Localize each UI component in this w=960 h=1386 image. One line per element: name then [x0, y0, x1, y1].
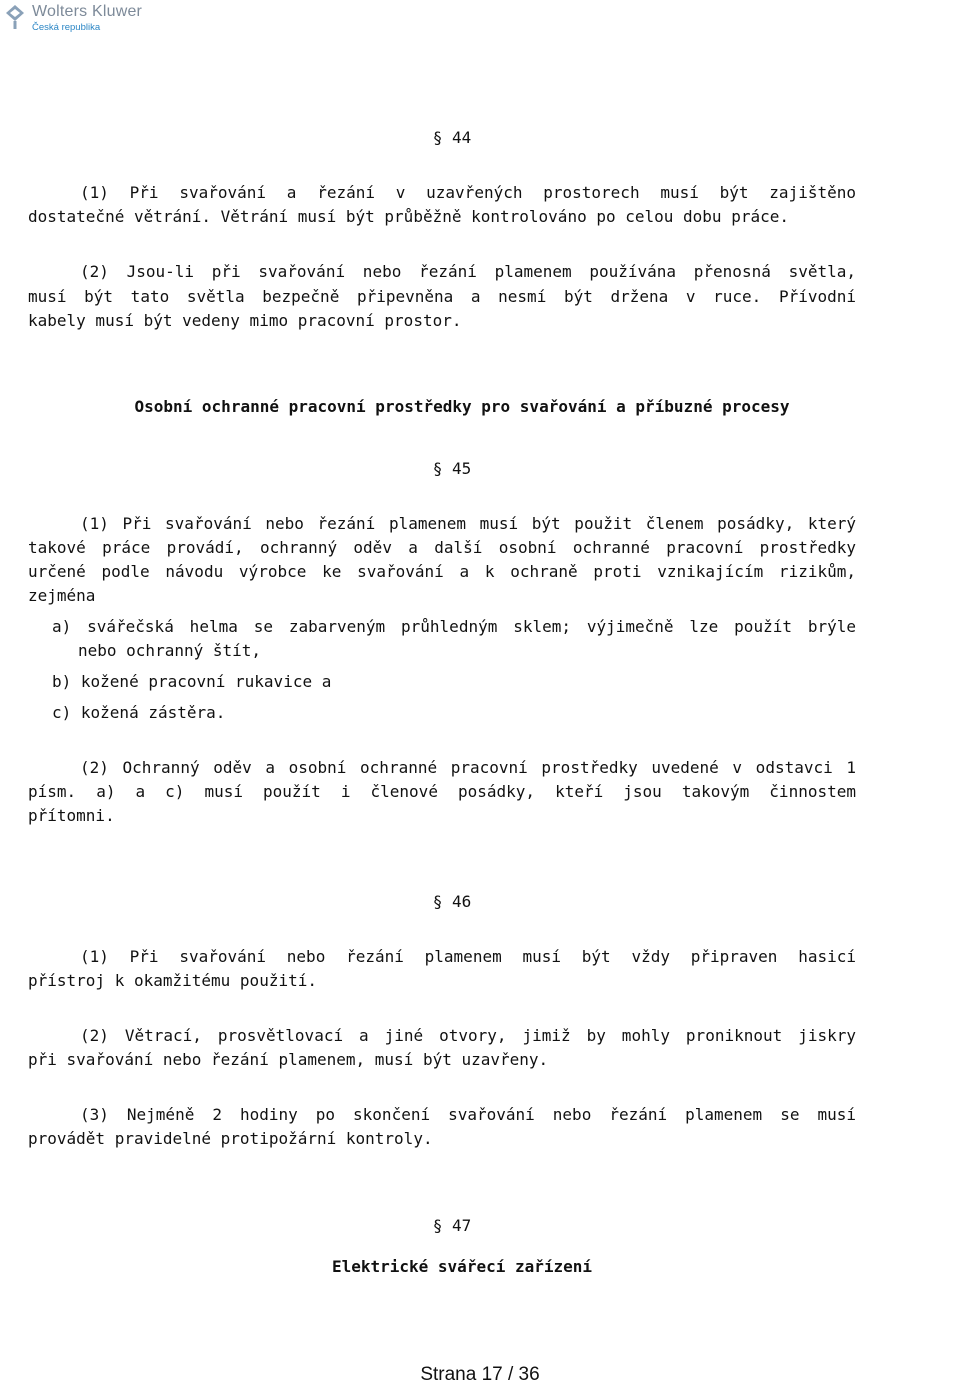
s45-p1-line4: zejména: [28, 586, 96, 605]
logo-subtitle: Česká republika: [32, 22, 101, 33]
s45-p2-line1: (2) Ochranný oděv a osobní ochranné pracovní prostředky uvedené v odstavci 1: [80, 758, 856, 777]
s45-item-a-line2: nebo ochranný štít,: [78, 641, 262, 660]
section-44-heading: § 44: [432, 128, 472, 147]
s45-p2-line2: písm. a) a c) musí použít i členové posádky, kteří jsou takovým činnostem: [28, 782, 856, 801]
s45-p1-line2: takové práce provádí, ochranný oděv a další osobní ochranné pracovní prostředky: [28, 538, 856, 557]
section-47-heading: § 47: [432, 1216, 472, 1235]
s45-item-c: c) kožená zástěra.: [52, 703, 226, 722]
s45-p2-line3: přítomni.: [28, 806, 115, 825]
s45-p1-line3: určené podle návodu výrobce ke svařování a k ochraně proti vznikajícím rizikům,: [28, 562, 856, 581]
s46-p3-line1: (3) Nejméně 2 hodiny po skončení svařování nebo řezání plamenem se musí: [80, 1105, 856, 1124]
s46-p2-line2: při svařování nebo řezání plamenem, musí být uzavřeny.: [28, 1050, 549, 1069]
s44-p2-line3: kabely musí být vedeny mimo pracovní prostor.: [28, 311, 462, 330]
s46-p1-line2: přístroj k okamžitému použití.: [28, 971, 317, 990]
s46-p1-line1: (1) Při svařování nebo řezání plamenem musí být vždy připraven hasicí: [80, 947, 856, 966]
publisher-logo: [4, 3, 142, 33]
section-47-title: Elektrické svářecí zařízení: [331, 1257, 593, 1276]
s44-p2-line1: (2) Jsou-li při svařování nebo řezání plamenem používána přenosná světla,: [80, 262, 856, 281]
tulip-logo-icon: [4, 3, 26, 31]
s45-p1-line1: (1) Při svařování nebo řezání plamenem musí být použit členem posádky, který: [80, 514, 856, 533]
s44-p1-line1: (1) Při svařování a řezání v uzavřených prostorech musí být zajištěno: [80, 183, 856, 202]
s46-p3-line2: provádět pravidelné protipožární kontroly.: [28, 1129, 433, 1148]
page-number: Strana 17 / 36: [420, 1364, 540, 1385]
s45-item-a-line1: a) svářečská helma se zabarveným průhledným sklem; výjimečně lze použít brýle: [52, 617, 856, 636]
s46-p2-line1: (2) Větrací, prosvětlovací a jiné otvory, jimiž by mohly proniknout jiskry: [80, 1026, 856, 1045]
section-46-heading: § 46: [432, 892, 472, 911]
s44-p1-line2: dostatečné větrání. Větrání musí být průběžně kontrolováno po celou dobu práce.: [28, 207, 789, 226]
section-45-heading: § 45: [432, 459, 472, 478]
section-title: Osobní ochranné pracovní prostředky pro svařování a příbuzné procesy: [134, 397, 790, 416]
logo-name: Wolters Kluwer: [32, 3, 143, 20]
s45-item-b: b) kožené pracovní rukavice a: [52, 672, 332, 691]
s44-p2-line2: musí být tato světla bezpečně připevněna a nesmí být držena v ruce. Přívodní: [28, 287, 856, 306]
